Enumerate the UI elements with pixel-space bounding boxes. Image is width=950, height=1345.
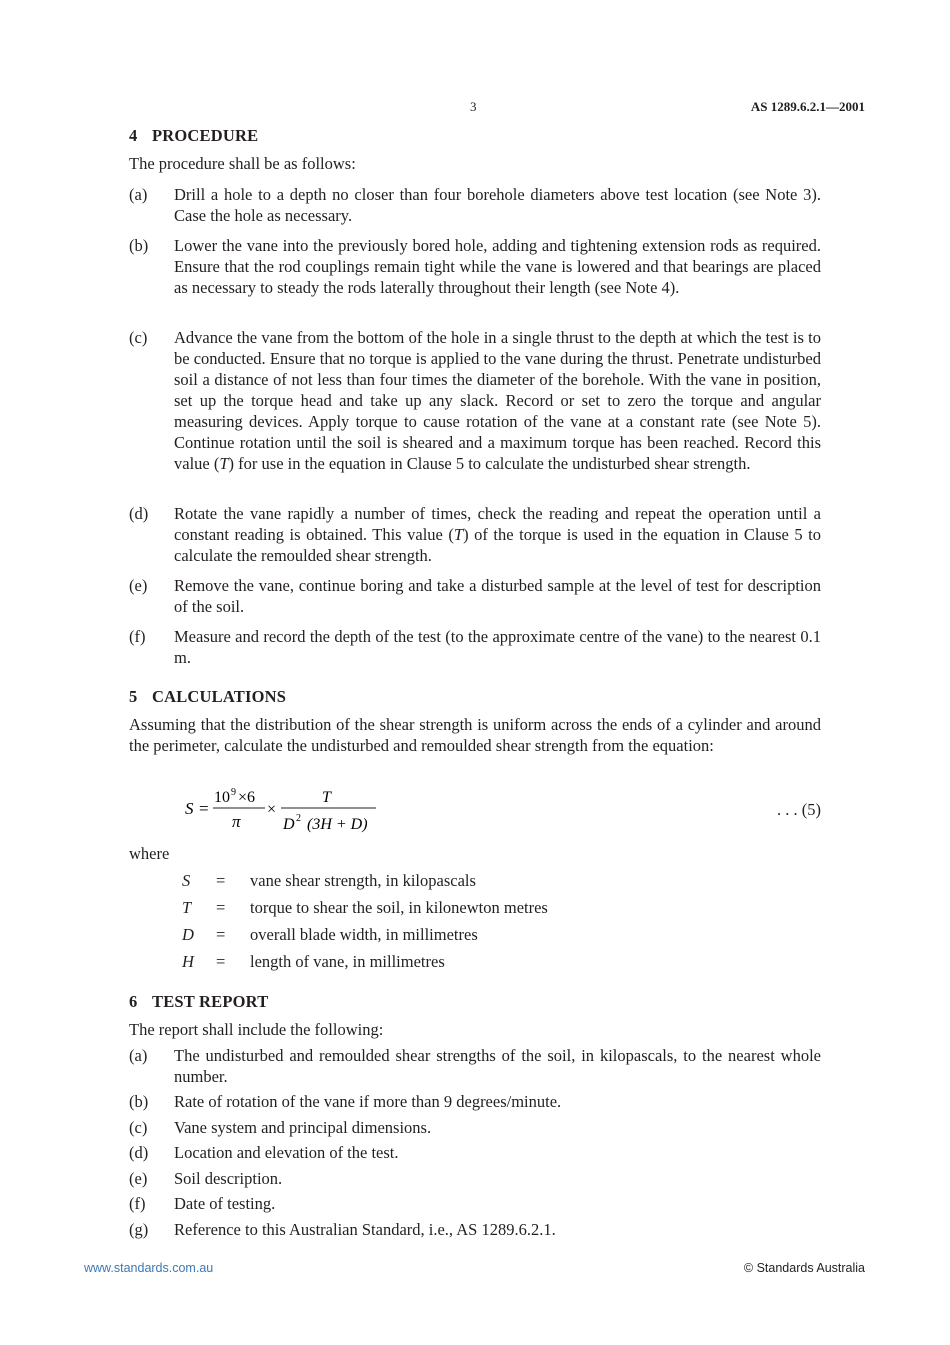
torque-symbol: T	[453, 525, 464, 544]
definition-text: length of vane, in millimetres	[250, 952, 445, 971]
item-label: (e)	[129, 576, 148, 595]
report-item	[129, 1091, 821, 1112]
procedure-item	[129, 235, 821, 298]
item-label: (c)	[129, 328, 148, 347]
item-label: (a)	[129, 1046, 148, 1065]
formula-times: ×	[267, 801, 277, 818]
section-title: CALCULATIONS	[152, 687, 287, 706]
report-item	[129, 1219, 821, 1240]
item-text: Measure and record the depth of the test (to the approximate centre of the vane) to the nearest 0.1 m.	[174, 627, 821, 667]
definition-symbol: H	[182, 952, 194, 971]
item-label: (c)	[129, 1118, 148, 1137]
item-text: Rate of rotation of the vane if more than 9 degrees/minute.	[174, 1092, 562, 1111]
definition-symbol: D	[182, 925, 194, 944]
section-title: TEST REPORT	[152, 992, 269, 1011]
item-label: (f)	[129, 627, 146, 646]
formula-graphic	[185, 785, 445, 837]
formula-equals: =	[199, 799, 209, 818]
definition-text: torque to shear the soil, in kilonewton metres	[250, 898, 548, 917]
formula-num1-base: 10	[214, 789, 230, 806]
section-number: 5	[129, 687, 138, 706]
standard-number: AS 1289.6.2.1—2001	[750, 99, 865, 114]
item-label: (d)	[129, 504, 149, 523]
section-4-intro: The procedure shall be as follows:	[129, 154, 356, 173]
procedure-item	[129, 184, 821, 226]
definition-symbol: S	[182, 871, 191, 890]
formula-num1-exp: 9	[231, 787, 236, 798]
report-item	[129, 1193, 821, 1214]
definition-equals: =	[216, 952, 226, 971]
section-number: 4	[129, 126, 138, 145]
definition-equals: =	[216, 898, 226, 917]
item-label: (a)	[129, 185, 148, 204]
torque-symbol: T	[219, 454, 229, 473]
report-item	[129, 1117, 821, 1138]
section-6-heading	[129, 992, 268, 1012]
where-label: where	[129, 844, 170, 863]
procedure-item	[129, 327, 821, 474]
report-item	[129, 1142, 821, 1163]
definition-equals: =	[216, 925, 226, 944]
formula-den2-exp: 2	[296, 813, 301, 824]
formula-lhs: S	[185, 799, 194, 818]
definition-text: overall blade width, in millimetres	[250, 925, 478, 944]
section-6-intro: The report shall include the following:	[129, 1020, 384, 1039]
item-label: (d)	[129, 1143, 149, 1162]
definition-text: vane shear strength, in kilopascals	[250, 871, 476, 890]
item-text: Lower the vane into the previously bored hole, adding and tightening extension rods as required. Ensure that the rod couplings remain tight while the vane is lowered and that bearings are placed as necessary to steady the rods laterally throughout their length (see Note 4).	[174, 236, 821, 297]
item-text: Soil description.	[174, 1169, 283, 1188]
definition-equals: =	[216, 871, 226, 890]
procedure-item	[129, 503, 821, 566]
equation-number: . . . (5)	[777, 800, 821, 819]
section-4-heading	[129, 126, 258, 146]
formula-num1-rest: ×6	[238, 789, 256, 806]
section-number: 6	[129, 992, 138, 1011]
shear-strength-formula	[185, 785, 825, 835]
procedure-item	[129, 575, 821, 617]
definition-symbol: T	[182, 898, 192, 917]
item-text: Location and elevation of the test.	[174, 1143, 399, 1162]
page-number: 3	[470, 99, 477, 114]
section-title: PROCEDURE	[152, 126, 259, 145]
item-text: Advance the vane from the bottom of the hole in a single thrust to the depth at which the test is to be conducted. Ensure that no torque is applied to the vane during the thrust. Penetrate undisturbed soil a distance of not less than four times the diameter of the borehole. With the vane in position, set up the torque head and take up any slack. Record or set to zero the torque and angular measuring devices. Apply torque to cause rotation of the vane at a constant rate (see Note 5). Continue rotation until the soil is sheared and a maximum torque has been reached. Record this value (T) for use in the equation in Clause 5 to calculate the undisturbed shear strength.	[174, 328, 821, 473]
section-5-heading	[129, 687, 286, 707]
item-text: Vane system and principal dimensions.	[174, 1118, 432, 1137]
formula-den2-paren: (3H + D)	[307, 816, 368, 833]
formula-den1: π	[232, 812, 241, 831]
item-text: The undisturbed and remoulded shear strengths of the soil, in kilopascals, to the nearest whole number.	[174, 1046, 821, 1086]
item-label: (b)	[129, 236, 149, 255]
section-5-intro: Assuming that the distribution of the shear strength is uniform across the ends of a cylinder and around the perimeter, calculate the undisturbed and remoulded shear strength from the equation:	[129, 715, 821, 755]
formula-den2-d: D	[283, 816, 295, 833]
item-text: Remove the vane, continue boring and take a disturbed sample at the level of test for description of the soil.	[174, 576, 821, 616]
item-label: (f)	[129, 1194, 146, 1213]
report-item	[129, 1045, 821, 1087]
item-text: Rotate the vane rapidly a number of times, check the reading and repeat the operation until a constant reading is obtained. This value (T) of the torque is used in the equation in Clause 5 to calculate the remoulded shear strength.	[174, 504, 821, 565]
procedure-item	[129, 626, 821, 668]
item-label: (e)	[129, 1169, 148, 1188]
formula-num2: T	[322, 789, 331, 806]
copyright-notice: © Standards Australia	[743, 1261, 865, 1275]
item-text: Date of testing.	[174, 1194, 276, 1213]
website-link[interactable]: www.standards.com.au	[84, 1261, 214, 1275]
item-text: Drill a hole to a depth no closer than four borehole diameters above test location (see Note 3). Case the hole as necessary.	[174, 185, 821, 225]
item-text: Reference to this Australian Standard, i.e., AS 1289.6.2.1.	[174, 1220, 556, 1239]
item-label: (b)	[129, 1092, 149, 1111]
item-label: (g)	[129, 1220, 149, 1239]
report-item	[129, 1168, 821, 1189]
